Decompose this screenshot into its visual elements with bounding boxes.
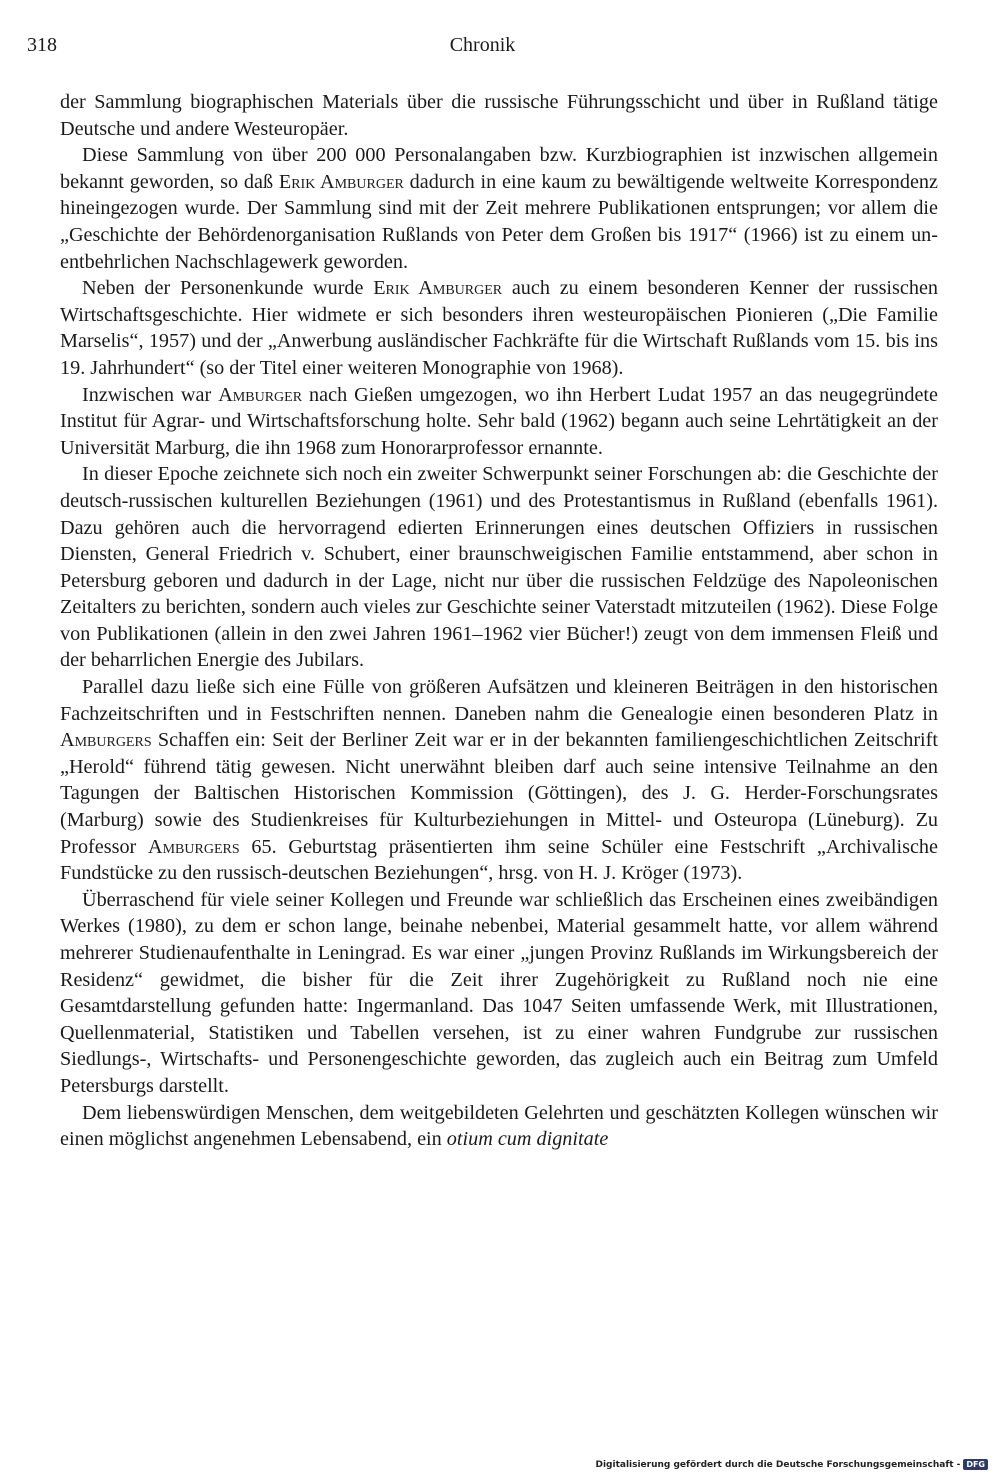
paragraph: [60, 275, 938, 381]
name-small-caps: Amburgers: [148, 835, 240, 858]
dfg-logo: DFG: [963, 1459, 988, 1470]
text-run: Schaffen ein: Seit der Berliner Zeit war er in der bekannten familiengeschichtlichen Zeitschrift „Herold“ führend tätig gewesen. Nicht unerwähnt bleiben darf auch seine intensive Teilnahme an den Tagungen der Baltischen Historischen Kommission (Göttingen), des J. G. Herder-Forschungsrates (Marburg) sowie des Studienkreises für Kulturbeziehungen in Mittel- und Osteuropa (Lüneburg). Zu Professor: [60, 729, 938, 858]
name-small-caps: Erik Amburger: [278, 170, 404, 193]
paragraph: [60, 887, 938, 1100]
name-small-caps: Erik Amburger: [373, 277, 503, 300]
paragraph: [60, 1100, 938, 1153]
text-run: dadurch in eine kaum zu bewältigende weltweite Korrespondenz hineingezogen wurde. Der Sammlung sind mit der Zeit mehrere Publikationen entsprungen; vor allem die „Geschichte der Behördenorganisation Rußlands von Peter dem Großen bis 1917“ (1966) ist zu einem unentbehrlichen Nachschlagewerk geworden.: [60, 170, 938, 273]
text-run: nach Gießen umgezogen, wo ihn Herbert Ludat 1957 an das neugegründete Institut für Agrar- und Wirtschaftsforschung holte. Sehr bald (1962) begann auch seine Lehrtätigkeit an der Universität Marburg, die ihn 1968 zum Honorarprofessor ernannte.: [60, 383, 938, 459]
credit-text: Digitalisierung gefördert durch die Deutsche Forschungsgemeinschaft: [595, 1459, 954, 1470]
paragraph: [60, 142, 938, 275]
text-run: In dieser Epoche zeichnete sich noch ein zweiter Schwerpunkt seiner Forschungen ab: die Geschichte der deutsch-russischen kulturellen Beziehungen (1961) und des Protestantismus in Rußland (ebenfalls 1961). Dazu gehören auch die hervorragend edierten Erinnerungen eines deutschen Offiziers in russischen Diensten, General Friedrich v. Schubert, einer braunschweigischen Familie entstammend, aber schon in Petersburg geboren und dadurch in der Lage, nicht nur über die russischen Feldzüge des Napoleonischen Zeitalters zu berichten, sondern auch vieles zur Geschichte seiner Vaterstadt mitzuteilen (1962). Diese Folge von Publikationen (allein in den zwei Jahren 1961–1962 vier Bücher!) zeugt von dem immensen Fleiß und der beharrlichen Energie des Jubilars.: [60, 463, 938, 672]
text-run: auch zu einem besonderen Kenner der russischen Wirtschaftsgeschichte. Hier widmete er sich besonders ihren westeuropäischen Pionieren („Die Familie Marselis“, 1957) und der „Anwerbung ausländischer Fachkräfte für die Wirtschaft Rußlands vom 15. bis ins 19. Jahrhundert“ (so der Titel einer weiteren Monographie von 1968).: [60, 277, 938, 379]
italic-phrase: otium cum dignitate: [446, 1128, 609, 1151]
text-run: Neben der Personenkunde wurde: [82, 277, 374, 300]
text-run: Parallel dazu ließe sich eine Fülle von größeren Aufsätzen und kleineren Beiträgen in den historischen Fachzeitschriften und in Festschriften nennen. Daneben nahm die Genealogie einen besonderen Platz in: [60, 676, 938, 725]
page-number: 318: [27, 34, 57, 56]
text-run: der Sammlung biographischen Materials über die russische Führungsschicht und über in Rußland tätige Deutsche und andere Westeuropäer.: [60, 91, 938, 140]
text-run: Überraschend für viele seiner Kollegen und Freunde war schließlich das Erscheinen eines zweibändigen Werkes (1980), zu dem er schon lange, beinahe nebenbei, Material gesammelt hatte, vor allem während mehrerer Studienaufenthalte in Leningrad. Es war einer „jungen Provinz Rußlands im Wirkungsbereich der Residenz“ gewidmet, die bisher für die Zeit ihrer Zugehörigkeit zu Rußland noch nie eine Gesamtdarstellung gefunden hatte: Ingermanland. Das 1047 Seiten umfassende Werk, mit Illustrationen, Quellenmaterial, Statistiken und Tabellen versehen, ist zu einer wahren Fundgrube zur russischen Siedlungs-, Wirtschafts- und Personengeschichte geworden, das zugleich auch ein Beitrag zum Umfeld Petersburgs darstellt.: [60, 888, 938, 1097]
paragraph: [60, 89, 938, 142]
paragraph: [60, 674, 938, 887]
page-header: [27, 34, 938, 64]
text-run: Inzwischen war: [82, 383, 219, 406]
running-title: Chronik: [449, 34, 516, 56]
digitization-credit: Digitalisierung gefördert durch die Deutsche Forschungsgemeinschaft - DFG: [595, 1459, 988, 1470]
text-run: Dem liebenswürdigen Menschen, dem weitgebildeten Gelehrten und geschätzten Kollegen wünschen wir einen möglichst angenehmen Lebensabend, ein: [60, 1101, 938, 1151]
paragraph: [60, 461, 938, 674]
text-run: 65. Geburtstag präsentierten ihm seine Schüler eine Festschrift „Archivalische Fundstücke zu den russisch-deutschen Beziehungen“, hrsg. von H. J. Kröger (1973).: [60, 835, 938, 885]
body-text: [60, 89, 938, 1153]
text-run: Diese Sammlung von über 200 000 Personalangaben bzw. Kurzbiographien ist inzwischen allgemein bekannt geworden, so daß: [60, 144, 938, 193]
paragraph: [60, 382, 938, 462]
name-small-caps: Amburger: [218, 383, 303, 406]
name-small-caps: Amburgers: [60, 729, 152, 752]
